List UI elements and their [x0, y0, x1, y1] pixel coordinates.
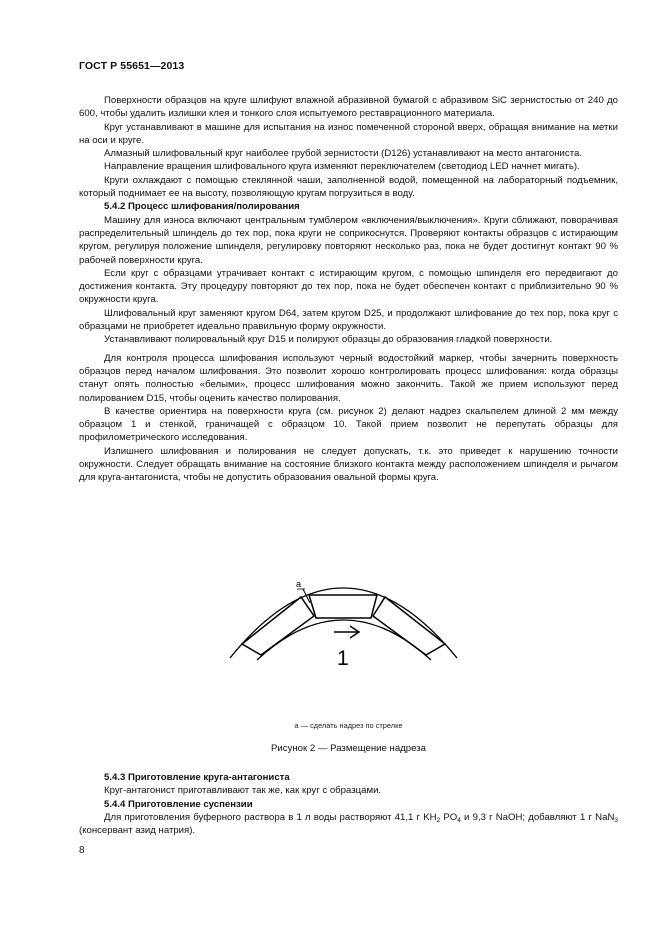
- section-heading-5-4-4: 5.4.4 Приготовление суспензии: [104, 798, 253, 810]
- section-heading-5-4-3: 5.4.3 Приготовление круга-антагониста: [104, 772, 290, 783]
- sample-left: [242, 597, 314, 655]
- paragraph: Алмазный шлифовальный круг наиболее грубой зернистости (D126) устанавливают на место антагониста.: [104, 148, 582, 160]
- figure-2: [79, 560, 618, 760]
- wheel-segment-diagram: [79, 560, 618, 720]
- paragraph: Поверхности образцов на круге шлифуют влажной абразивной бумагой с абразивом SiC зернистостью от 240 до 600, чтобы удалить излишки клея и тонкого слоя испытуемого реставрационного материала.: [79, 95, 618, 120]
- body-text: [79, 94, 618, 485]
- sample-number-label: 1: [337, 647, 349, 670]
- paragraph: Если круг с образцами утрачивает контакт с истирающим кругом, с помощью шпинделя его передвигают до достижения контакта. Эту процедуру повторяют до тех пор, пока не будет обеспечен контакт с приблизительно 90 % окружности круга.: [79, 267, 618, 306]
- paragraph: Излишнего шлифования и полирования не следует допускать, т.к. это приведет к нарушению точности окружности. Следует обращать внимание на состояние близкого контакта между расположением шпинделя и рычагом для круга-антагониста, чтобы не допустить образования овальной формы круга.: [79, 445, 618, 484]
- sample-middle: [309, 595, 377, 618]
- paragraph: В качестве ориентира на поверхности круга (см. рисунок 2) делают надрез скальпелем длиной 2 мм между образцом 1 и стенкой, граничащей с образцом 10. Такой прием позволит не перепутать образцы для профилометрического исследования.: [79, 405, 618, 444]
- paragraph: Круг-антагонист приготавливают так же, как круг с образцами.: [104, 785, 382, 797]
- paragraph: Для контроля процесса шлифования используют черный водостойкий маркер, чтобы зачернить поверхность образцов перед началом шлифования. Это позволит хорошо контролировать процесс шлифования: когда образцы станут опять полностью «белыми», процесс шлифования можно закончить. Такой же прием используют перед полированием D15, чтобы оценить качество полирования.: [79, 352, 618, 404]
- figure-legend: a — сделать надрез по стрелке: [294, 721, 403, 730]
- page-number: 8: [79, 845, 85, 856]
- body-text-lower: [79, 771, 618, 837]
- paragraph: Машину для износа включают центральным тумблером «включения/выключения». Круги сближают, поворачивая распределительный шпиндель до тех пор, пока круги не соприкоснутся. Проверяют контакты образцов с истирающим кругом, регулируя положение шпинделя, регулировку повторяют несколько раз, пока не будет достигнут контакт 90 % рабочей поверхности круга.: [79, 214, 618, 266]
- figure-caption: Рисунок 2 — Размещение надреза: [271, 743, 426, 754]
- paragraph-buffer-solution: Для приготовления буферного раствора в 1 л воды растворяют 41,1 г $KH_2$ $PO_4$ и 9,3 г NaOH; добавляют 1 г NaN$_3$ (консервант азид натрия).: [79, 811, 618, 837]
- paragraph: Устанавливают полировальный круг D15 и полируют образцы до образования гладкой поверхности.: [104, 334, 553, 346]
- label-a: a: [296, 579, 302, 589]
- paragraph: Шлифовальный круг заменяют кругом D64, затем кругом D25, и продолжают шлифование до тех пор, пока круг с образцами не приобретет идеально правильную форму окружности.: [79, 307, 618, 333]
- paragraph: Круги охлаждают с помощью стеклянной чаши, заполненной водой, помещенной на лабораторный подъемник, который поднимает ее на высоту, позволяющую кругам погрузиться в воду.: [79, 174, 618, 200]
- paragraph: Круг устанавливают в машине для испытания на износ помеченной стороной вверх, обращая внимание на метки на оси и круге.: [79, 121, 618, 146]
- section-heading-5-4-2: 5.4.2 Процесс шлифования/полирования: [104, 201, 300, 213]
- paragraph: Направление вращения шлифовального круга изменяют переключателем (светодиод LED начнет мигать).: [104, 161, 580, 173]
- sample-right: [373, 597, 445, 655]
- standard-header: ГОСТ Р 55651—2013: [79, 60, 185, 72]
